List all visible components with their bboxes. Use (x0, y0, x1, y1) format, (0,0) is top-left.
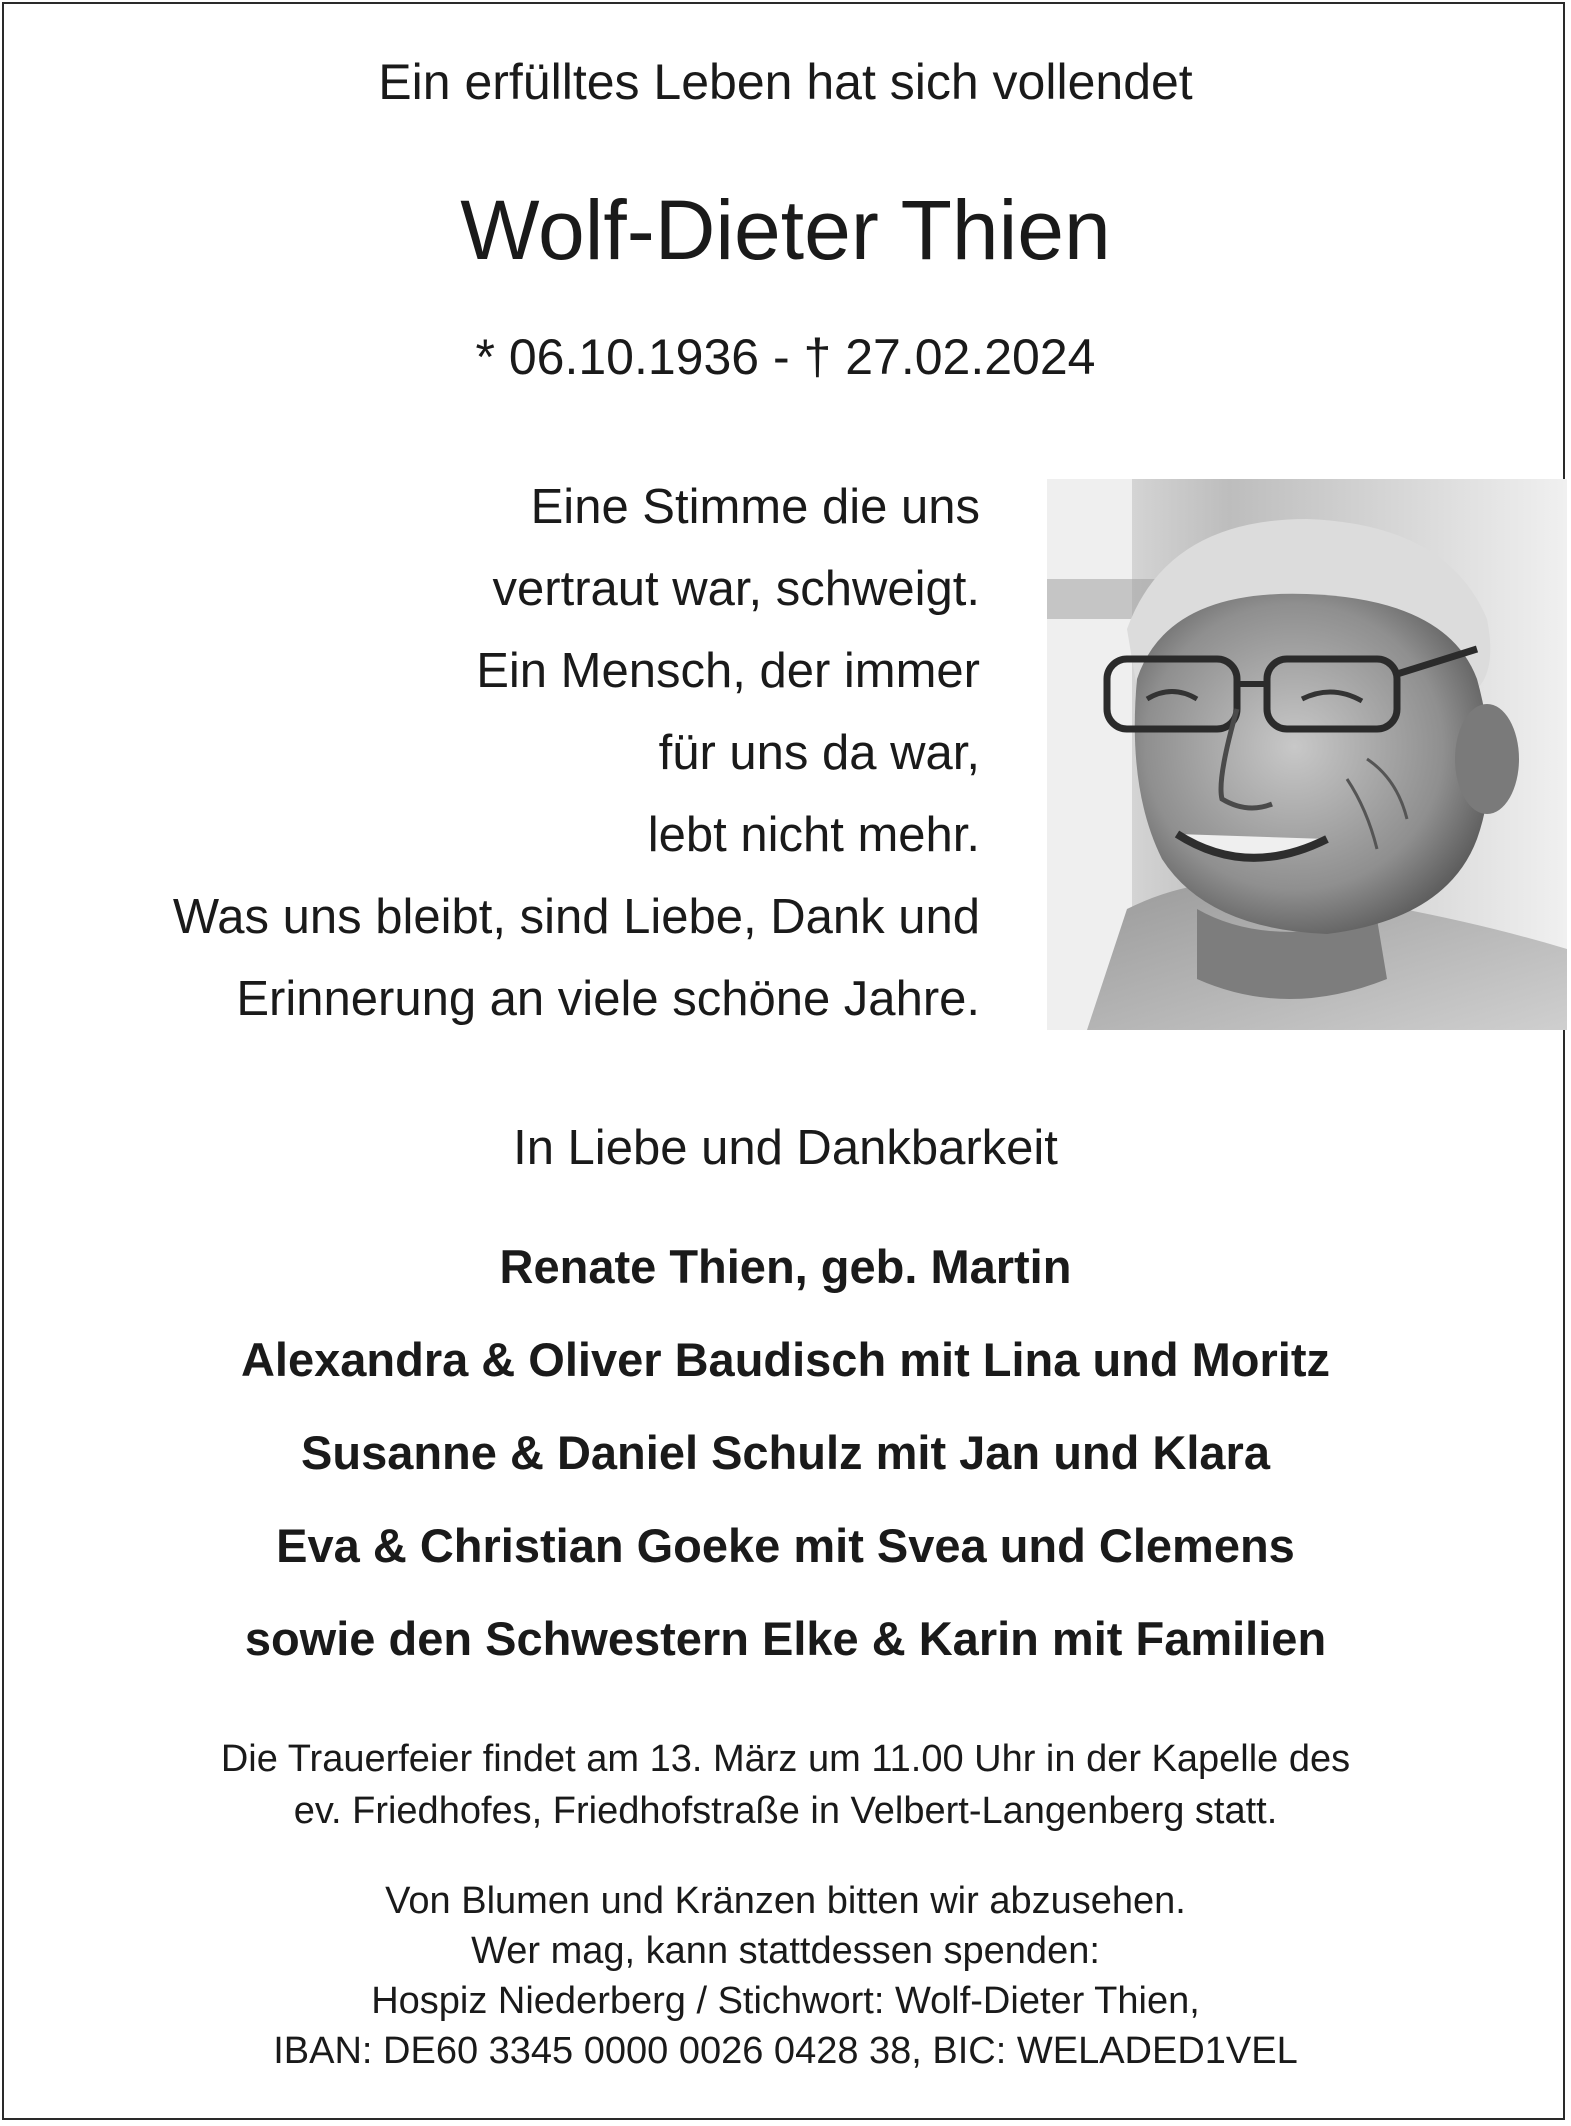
portrait-illustration (1047, 479, 1567, 1030)
family-list (0, 1220, 1571, 1685)
donation-line: Hospiz Niederberg / Stichwort: Wolf-Dieter Thien, (371, 1980, 1200, 2022)
portrait-photo (1047, 479, 1567, 1030)
poem-line: Erinnerung an viele schöne Jahre. (236, 972, 980, 1026)
poem (173, 466, 980, 1040)
donation-line: IBAN: DE60 3345 0000 0026 0428 38, BIC: WELADED1VEL (273, 2030, 1298, 2072)
life-dates: * 06.10.1936 - † 27.02.2024 (475, 329, 1096, 385)
family-member: sowie den Schwestern Elke & Karin mit Familien (244, 1612, 1327, 1665)
ceremony-info (0, 1733, 1571, 1837)
headline: Ein erfülltes Leben hat sich vollendet (378, 54, 1193, 110)
poem-line: Was uns bleibt, sind Liebe, Dank und (172, 890, 980, 944)
donation-line: Von Blumen und Kränzen bitten wir abzusehen. (385, 1880, 1186, 1922)
poem-line: vertraut war, schweigt. (492, 562, 980, 616)
family-member: Eva & Christian Goeke mit Svea und Clemens (276, 1519, 1295, 1572)
poem-line: Eine Stimme die uns (530, 480, 980, 534)
donation-info (0, 1876, 1571, 2076)
deceased-name: Wolf-Dieter Thien (460, 183, 1111, 277)
family-member: Renate Thien, geb. Martin (499, 1240, 1072, 1293)
family-member: Alexandra & Oliver Baudisch mit Lina und Moritz (240, 1333, 1330, 1386)
poem-line: Ein Mensch, der immer (476, 644, 980, 698)
ceremony-line: Die Trauerfeier findet am 13. März um 11.00 Uhr in der Kapelle des (220, 1738, 1351, 1780)
poem-line: lebt nicht mehr. (647, 808, 980, 862)
poem-line: für uns da war, (658, 726, 980, 780)
ceremony-line: ev. Friedhofes, Friedhofstraße in Velbert-Langenberg statt. (293, 1790, 1278, 1832)
family-member: Susanne & Daniel Schulz mit Jan und Klara (301, 1426, 1270, 1479)
donation-line: Wer mag, kann stattdessen spenden: (471, 1930, 1100, 1972)
thanks-line: In Liebe und Dankbarkeit (513, 1121, 1058, 1175)
